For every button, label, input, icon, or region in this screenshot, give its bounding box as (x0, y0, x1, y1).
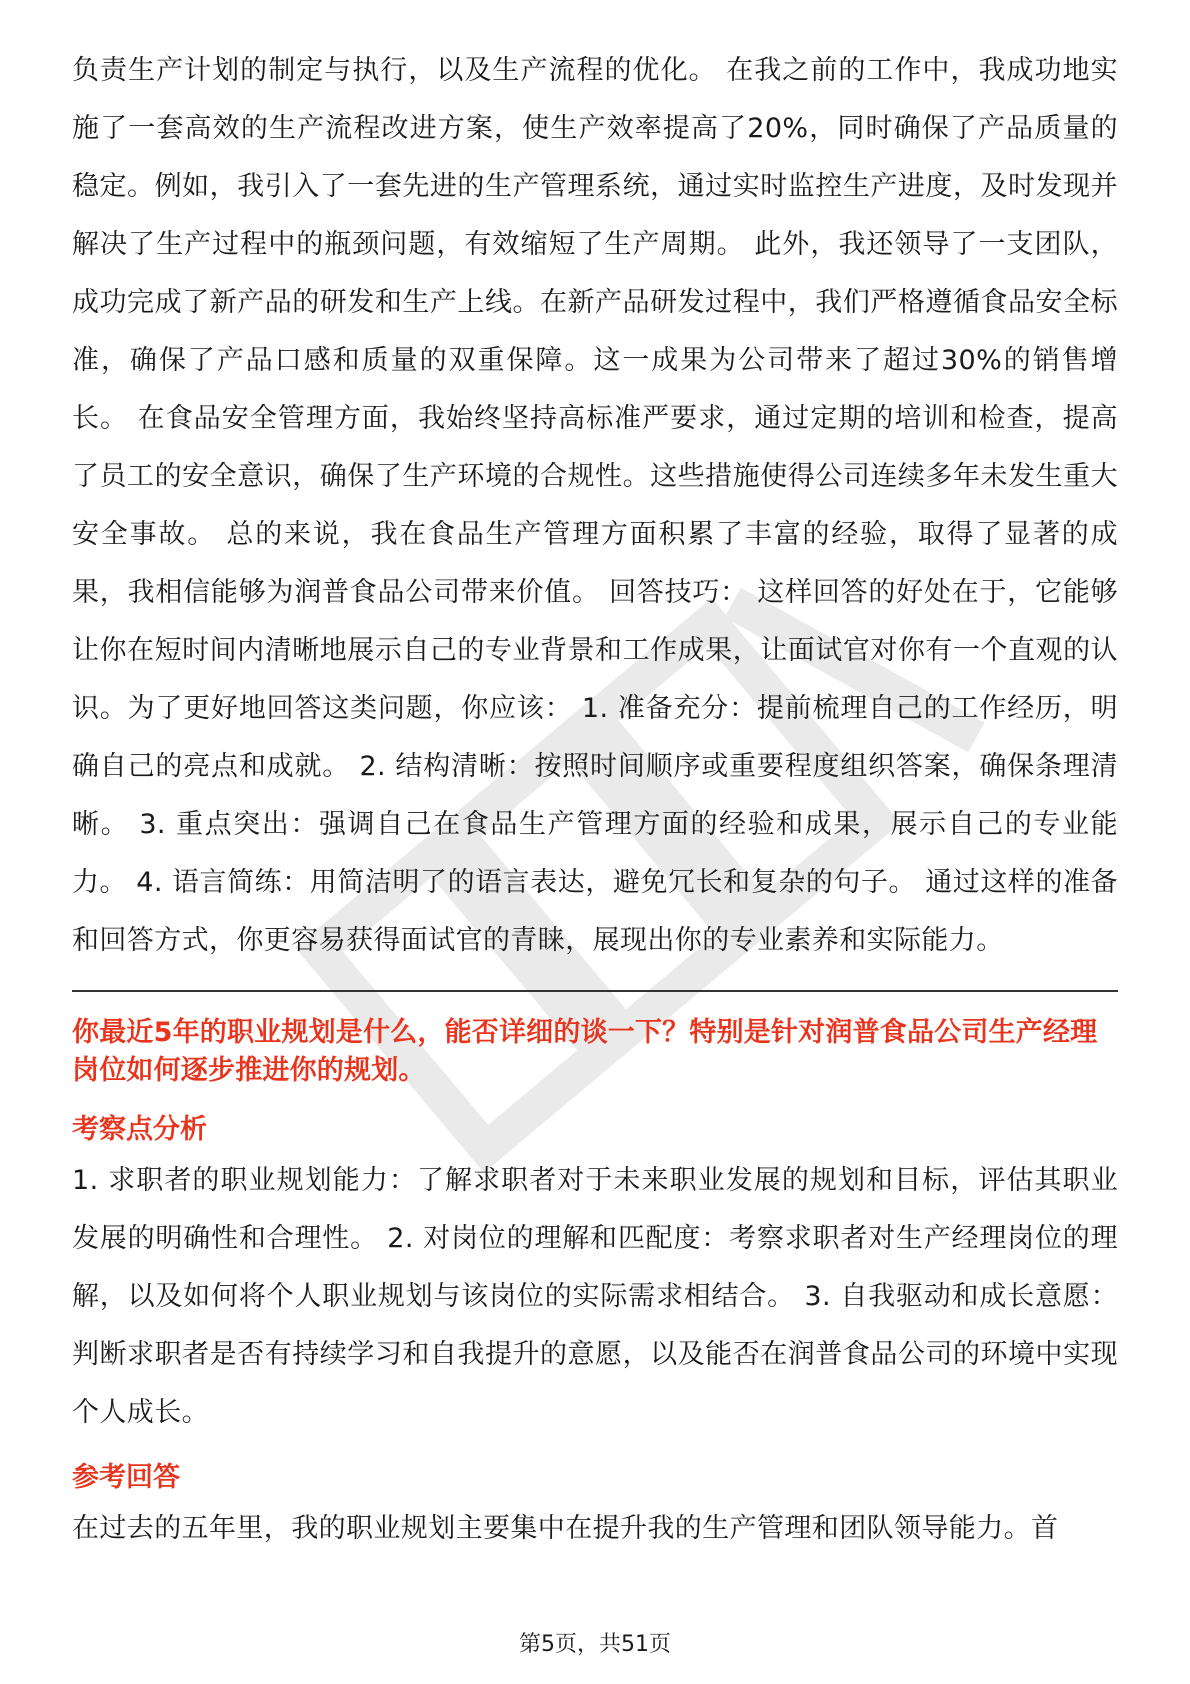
page-content (72, 42, 1118, 1558)
analysis-heading: 考察点分析 (72, 1114, 207, 1145)
reference-heading: 参考回答 (72, 1462, 180, 1493)
answer-paragraph: 负责生产计划的制定与执行，以及生产流程的优化。 在我之前的工作中，我成功地实施了一套高效的生产流程改进方案，使生产效率提高了20%，同时确保了产品质量的稳定。例如，我引入了一套先进的生产管理系统，通过实时监控生产进度，及时发现并解决了生产过程中的瓶颈问题，有效缩短了生产周期。 此外，我还领导了一支团队，成功完成了新产品的研发和生产上线。在新产品研发过程中，我们严格遵循食品安全标准，确保了产品口感和质量的双重保障。这一成果为公司带来了超过30%的销售增长。 在食品安全管理方面，我始终坚持高标准严要求，通过定期的培训和检查，提高了员工的安全意识，确保了生产环境的合规性。这些措施使得公司连续多年未发生重大安全事故。 总的来说，我在食品生产管理方面积累了丰富的经验，取得了显著的成果，我相信能够为润普食品公司带来价值。 回答技巧： 这样回答的好处在于，它能够让你在短时间内清晰地展示自己的专业背景和工作成果，让面试官对你有一个直观的认识。为了更好地回答这类问题，你应该： 1. 准备充分：提前梳理自己的工作经历，明确自己的亮点和成就。 2. 结构清晰：按照时间顺序或重要程度组织答案，确保条理清晰。 3. 重点突出：强调自己在食品生产管理方面的经验和成果，展示自己的专业能力。 4. 语言简练：用简洁明了的语言表达，避免冗长和复杂的句子。 通过这样的准备和回答方式，你更容易获得面试官的青睐，展现出你的专业素养和实际能力。 (72, 55, 1118, 956)
reference-text: 在过去的五年里，我的职业规划主要集中在提升我的生产管理和团队领导能力。首 (72, 1513, 1059, 1544)
analysis-text: 1. 求职者的职业规划能力：了解求职者对于未来职业发展的规划和目标，评估其职业发展的明确性和合理性。 2. 对岗位的理解和匹配度：考察求职者对生产经理岗位的理解，以及如何将个人职业规划与该岗位的实际需求相结合。 3. 自我驱动和成长意愿：判断求职者是否有持续学习和自我提升的意愿，以及能否在润普食品公司的环境中实现个人成长。 (72, 1165, 1118, 1428)
interview-question: 你最近5年的职业规划是什么，能否详细的谈一下？特别是针对润普食品公司生产经理岗位如何逐步推进你的规划。 (72, 1017, 1098, 1086)
section-divider (72, 990, 1118, 992)
page-footer: 第5页，共51页 (519, 1632, 671, 1657)
